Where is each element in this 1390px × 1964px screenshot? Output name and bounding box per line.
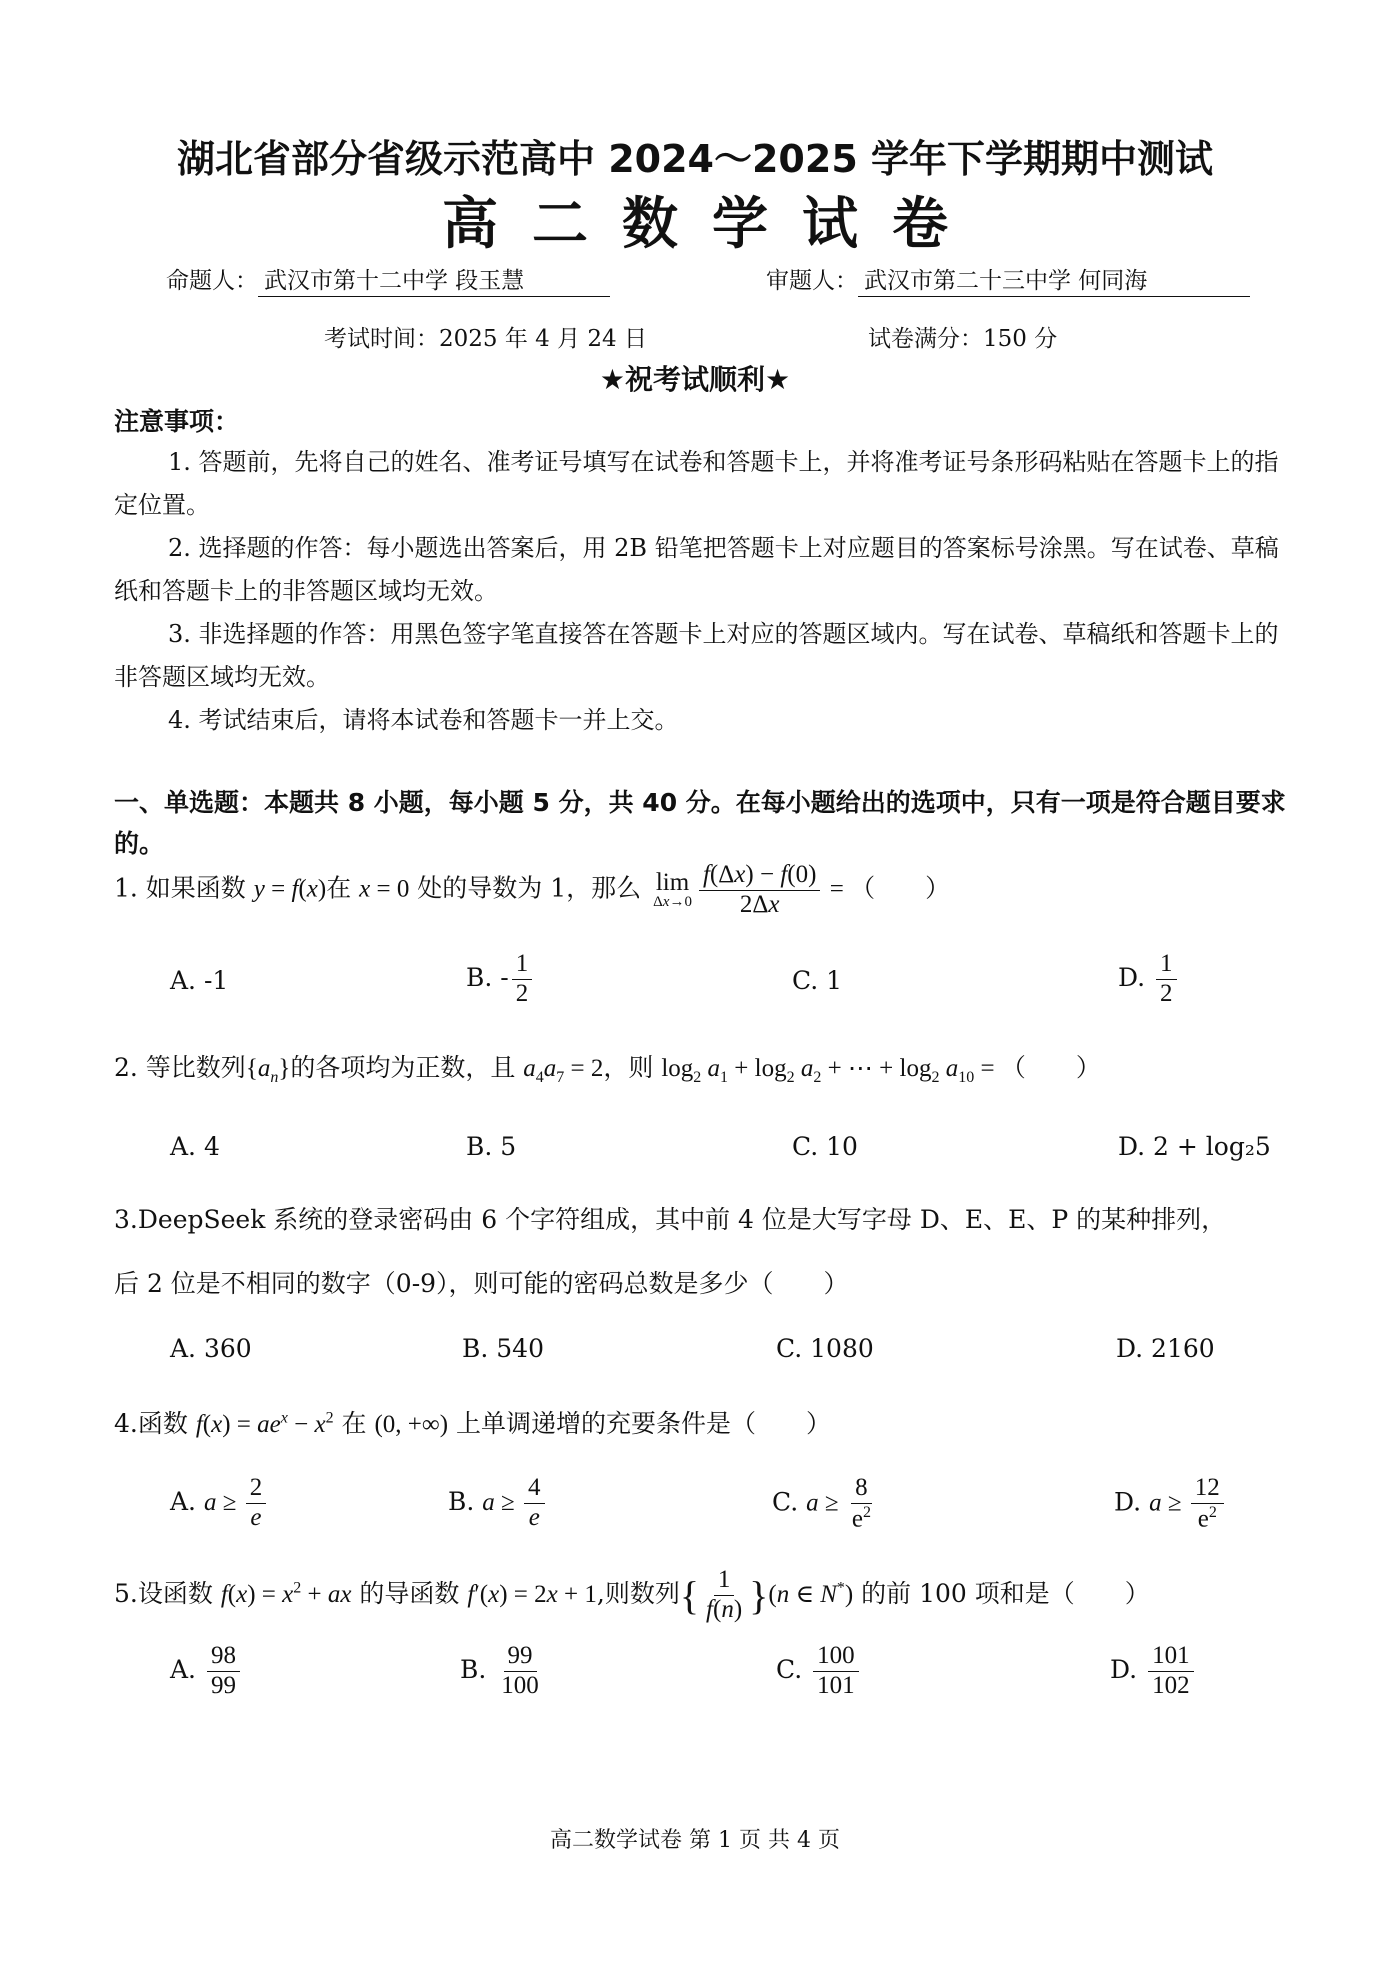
q5-prefix: 5.设函数 <box>114 1578 221 1608</box>
q5-option-c: C. $\frac{100}{101}$ <box>776 1642 862 1701</box>
q5-mid3: 的前 100 项和是（ ） <box>853 1578 1150 1608</box>
q4-option-b: B. a ≥ $\frac{4}{e}$ <box>448 1474 548 1533</box>
q1-mid1: 在 <box>326 873 360 903</box>
q1-function: y <box>253 875 265 903</box>
page-footer: 高二数学试卷 第 1 页 共 4 页 <box>550 1828 840 1853</box>
q4-mid2: 上单调递增的充要条件是（ ） <box>448 1409 832 1438</box>
note-item-1: 1. 答题前，先将自己的姓名、准考证号填写在试卷和答题卡上，并将准考证号条形码粘贴在答题卡上的指定位置。 <box>114 448 1279 519</box>
q2-option-b: B. 5 <box>466 1132 517 1161</box>
reviewer-label: 审题人： <box>766 268 858 294</box>
q1-answer-paren: （ ） <box>850 873 951 903</box>
exam-time: 考试时间：2025 年 4 月 24 日 <box>324 326 647 352</box>
note-item-2: 2. 选择题的作答：每小题选出答案后，用 2B 铅笔把答题卡上对应题目的答案标号涂黑。写在试卷、草稿纸和答题卡上的非答题区域均无效。 <box>114 534 1279 605</box>
exam-title-line1: 湖北省部分省级示范高中 2024～2025 学年下学期期中测试 <box>177 137 1213 181</box>
q2-prefix: 2. 等比数列 <box>114 1053 246 1082</box>
section1-title: 一、单选题：本题共 8 小题，每小题 5 分，共 40 分。在每小题给出的选项中，只有一项是符合题目要求的。 <box>114 788 1286 858</box>
q1-limit: lim Δx→0 <box>653 868 692 910</box>
q4-mid1: 在 <box>333 1409 375 1438</box>
q5-option-a: A. $\frac{98}{99}$ <box>170 1642 243 1701</box>
note-item-4: 4. 考试结束后，请将本试卷和答题卡一并上交。 <box>168 706 679 734</box>
exam-title-line2: 高二数学试卷 <box>442 192 982 257</box>
q1-option-a: A. -1 <box>170 966 229 995</box>
reviewer-line <box>766 262 1250 297</box>
q1-fraction: $\frac{f(\Delta x) - f(0)}{2\Delta x}$ <box>699 860 821 920</box>
q2-mid1: 的各项均为正数，且 <box>290 1053 524 1082</box>
q2-answer-paren: （ ） <box>1000 1053 1101 1082</box>
q2-option-a: A. 4 <box>170 1132 220 1161</box>
q5-mid2: ,则数列 <box>596 1578 680 1608</box>
author-value: 武汉市第十二中学 段玉慧 <box>258 262 610 297</box>
q2-option-c: C. 10 <box>792 1132 858 1161</box>
reviewer-value: 武汉市第二十三中学 何同海 <box>858 262 1250 297</box>
q4-prefix: 4.函数 <box>114 1409 196 1438</box>
q1-option-d: D. $\frac{1}{2}$ <box>1118 950 1180 1009</box>
notes-title: 注意事项： <box>114 407 240 436</box>
q5-option-b: B. $\frac{99}{100}$ <box>460 1642 539 1699</box>
q2-option-d: D. 2 + log₂5 <box>1118 1132 1271 1161</box>
question-4: 4.函数 $f(x) = ae^x - x^2$ 在 (0, +∞) 上单调递增的充要条件是（ ） <box>114 1409 832 1438</box>
q5-mid1: 的导函数 <box>351 1578 468 1608</box>
question-3-line2: 后 2 位是不相同的数字（0-9），则可能的密码总数是多少（ ） <box>114 1269 849 1298</box>
q1-option-b: B. - $\frac{1}{2}$ <box>466 950 535 1009</box>
question-1: 1. 如果函数 y = f(x)在 x = 0 处的导数为 1，那么 lim Δx→0 $\frac{f(\Delta x) - f(0)}{2\Delta x}$ = （ ） <box>114 861 951 918</box>
note-item-3: 3. 非选择题的作答：用黑色签字笔直接答在答题卡上对应的答题区域内。写在试卷、草稿纸和答题卡上的非答题区域均无效。 <box>114 620 1279 691</box>
full-score: 试卷满分：150 分 <box>868 326 1058 352</box>
good-luck-line: ★祝考试顺利★ <box>599 363 791 396</box>
question-5: 5.设函数 $f(x) = x^2$ + ax 的导函数 f′(x) = 2x + 1,则数列{ $\frac{1}{f(n)}$ }(n ∈ N*) 的前 100 项和是（ ） <box>114 1566 1150 1623</box>
q4-option-d: D. a ≥ $\frac{12}{e^2}$ <box>1114 1474 1227 1534</box>
q1-prefix: 1. 如果函数 <box>114 873 254 903</box>
q3-option-d: D. 2160 <box>1116 1334 1215 1363</box>
q3-option-a: A. 360 <box>170 1334 252 1363</box>
q4-option-a: A. a ≥ $\frac{2}{e}$ <box>170 1474 269 1533</box>
q1-option-c: C. 1 <box>792 966 843 995</box>
question-2: 2. 等比数列$\{a_n\}$的各项均为正数，且 $a_4a_7 = 2$，则 $\log_2 a_1 + \log_2 a_2$ + ⋯ + $\log_2 a_{10}$ = （ ） <box>114 1053 1101 1086</box>
q3-option-c: C. 1080 <box>776 1334 874 1363</box>
q2-mid2: ，则 <box>603 1053 662 1082</box>
author-label: 命题人： <box>166 268 258 294</box>
question-3-line1: 3.DeepSeek 系统的登录密码由 6 个字符组成，其中前 4 位是大写字母 D、E、E、P 的某种排列， <box>114 1205 1227 1234</box>
q3-option-b: B. 540 <box>462 1334 544 1363</box>
q1-mid2: 处的导数为 1，那么 <box>409 873 650 903</box>
author-line <box>166 262 610 297</box>
q5-option-d: D. $\frac{101}{102}$ <box>1110 1642 1197 1701</box>
q4-option-c: C. a ≥ $\frac{8}{e^2}$ <box>772 1474 871 1533</box>
